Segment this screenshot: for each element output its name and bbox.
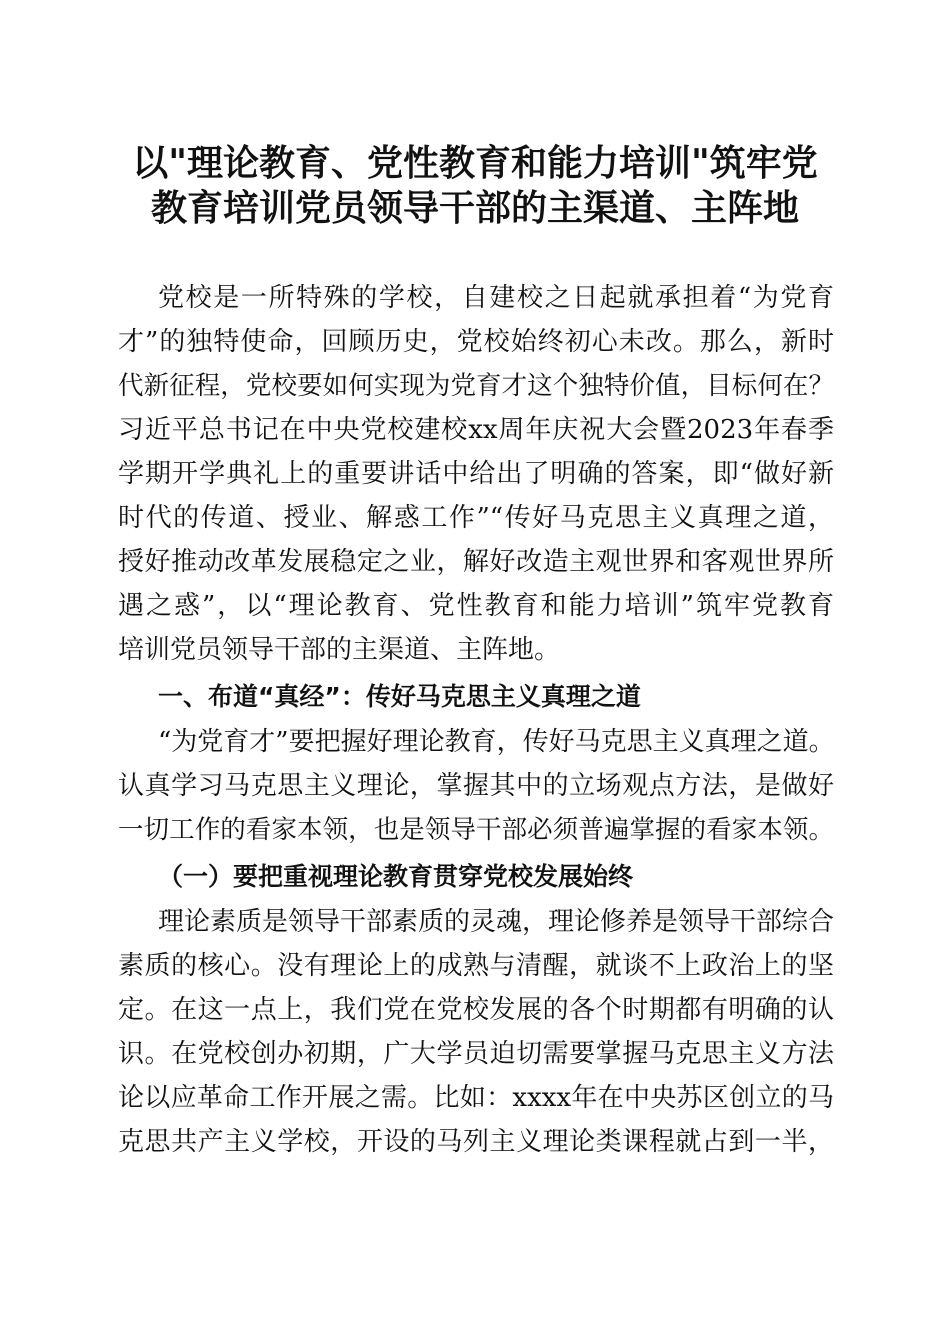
subsection-heading-1: （一）要把重视理论教育贯穿党校发展始终 bbox=[158, 862, 634, 891]
paragraph-3-line: 论以应革命工作开展之需。比如：xxxx年在中央苏区创立的马 bbox=[118, 1083, 834, 1113]
paragraph-3-line: 理论素质是领导干部素质的灵魂，理论修养是领导干部综合 bbox=[158, 907, 835, 937]
paragraph-3-line: 识。在党校创办初期，广大学员迫切需要掌握马克思主义方法 bbox=[118, 1039, 834, 1069]
paragraph-1-line: 党校是一所特殊的学校，自建校之日起就承担着“为党育 bbox=[158, 283, 834, 313]
paragraph-3-line: 素质的核心。没有理论上的成熟与清醒，就谈不上政治上的坚 bbox=[118, 951, 834, 981]
paragraph-1-line: 学期开学典礼上的重要讲话中给出了明确的答案，即“做好新 bbox=[118, 459, 834, 489]
document-title-line-1: 以"理论教育、党性教育和能力培训"筑牢党 bbox=[132, 142, 818, 184]
paragraph-1-line: 授好推动改革发展稳定之业，解好改造主观世界和客观世界所 bbox=[118, 547, 834, 577]
paragraph-2-line: “为党育才”要把握好理论教育，传好马克思主义真理之道。 bbox=[158, 727, 835, 757]
paragraph-1-line: 遇之惑”，以“理论教育、党性教育和能力培训”筑牢党教育 bbox=[118, 591, 834, 621]
paragraph-2-line: 认真学习马克思主义理论，掌握其中的立场观点方法，是做好 bbox=[118, 771, 834, 801]
paragraph-1-line: 习近平总书记在中央党校建校xx周年庆祝大会暨2023年春季 bbox=[118, 415, 834, 445]
paragraph-1-line: 才”的独特使命，回顾历史，党校始终初心未改。那么，新时 bbox=[118, 327, 834, 357]
paragraph-1-line: 代新征程，党校要如何实现为党育才这个独特价值，目标何在？ bbox=[118, 371, 834, 401]
section-heading-1: 一、布道“真经”：传好马克思主义真理之道 bbox=[158, 682, 641, 711]
paragraph-3-line: 定。在这一点上，我们党在党校发展的各个时期都有明确的认 bbox=[118, 995, 834, 1025]
paragraph-3-line: 克思共产主义学校，开设的马列主义理论类课程就占到一半， bbox=[118, 1127, 834, 1157]
paragraph-2-line: 一切工作的看家本领，也是领导干部必须普遍掌握的看家本领。 bbox=[118, 815, 834, 845]
paragraph-1-line: 时代的传道、授业、解惑工作”“传好马克思主义真理之道， bbox=[118, 503, 834, 533]
document-title-line-2: 教育培训党员领导干部的主渠道、主阵地 bbox=[150, 187, 799, 229]
paragraph-1-line: 培训党员领导干部的主渠道、主阵地。 bbox=[118, 635, 561, 665]
